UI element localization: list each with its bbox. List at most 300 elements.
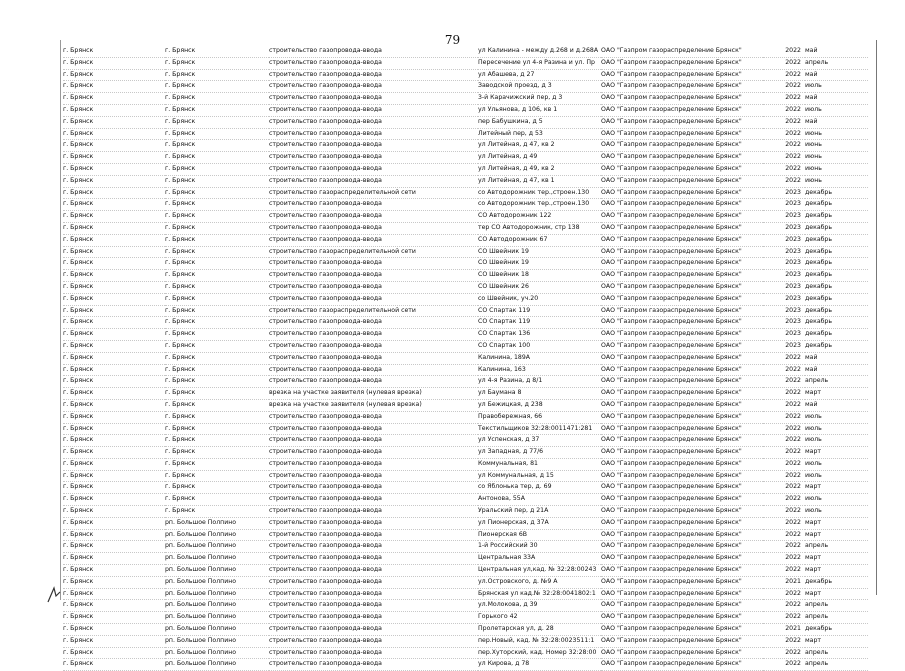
cell-month: апрель xyxy=(805,613,829,621)
cell-work-type: врезка на участке заявителя (нулевая врезка) xyxy=(269,400,422,408)
cell-year: 2022 xyxy=(785,153,801,161)
cell-month: декабрь xyxy=(805,212,833,220)
cell-locality: г. Брянск xyxy=(165,259,196,267)
cell-organization: ОАО "Газпром газораспределение Брянск" xyxy=(601,223,742,231)
cell-locality: г. Брянск xyxy=(165,129,196,137)
cell-locality: г. Брянск xyxy=(165,459,196,467)
cell-organization: ОАО "Газпром газораспределение Брянск" xyxy=(601,613,742,621)
cell-city: г. Брянск xyxy=(63,200,94,208)
cell-organization: ОАО "Газпром газораспределение Брянск" xyxy=(601,400,742,408)
cell-city: г. Брянск xyxy=(63,153,94,161)
table-row xyxy=(63,317,868,329)
cell-month: май xyxy=(805,47,818,54)
cell-organization: ОАО "Газпром газораспределение Брянск" xyxy=(601,530,742,538)
cell-month: май xyxy=(805,94,818,102)
table-row xyxy=(63,340,868,352)
cell-month: июнь xyxy=(805,141,822,149)
cell-month: декабрь xyxy=(805,271,833,279)
cell-address: Центральная ул,кад. № 32:28:00243 xyxy=(478,566,597,574)
cell-city: г. Брянск xyxy=(63,353,94,361)
cell-city: г. Брянск xyxy=(63,436,94,444)
cell-month: апрель xyxy=(805,377,829,385)
cell-address: Калинина, 163 xyxy=(478,365,526,373)
table-row xyxy=(63,222,868,234)
cell-address: ул Коммунальная, д 15 xyxy=(478,471,554,479)
cell-city: г. Брянск xyxy=(63,613,94,621)
cell-month: март xyxy=(805,589,821,597)
cell-locality: г. Брянск xyxy=(165,164,196,172)
cell-year: 2022 xyxy=(785,141,801,149)
cell-locality: г. Брянск xyxy=(165,330,196,338)
cell-city: г. Брянск xyxy=(63,412,94,420)
cell-month: май xyxy=(805,70,818,78)
cell-organization: ОАО "Газпром газораспределение Брянск" xyxy=(601,188,742,196)
cell-locality: г. Брянск xyxy=(165,117,196,125)
cell-year: 2023 xyxy=(785,341,801,349)
cell-address: со Яблонька тер, д. 69 xyxy=(478,483,552,491)
cell-work-type: строительство газопровода-ввода xyxy=(269,47,382,54)
cell-organization: ОАО "Газпром газораспределение Брянск" xyxy=(601,129,742,137)
table-row xyxy=(63,104,868,116)
cell-year: 2023 xyxy=(785,271,801,279)
cell-month: апрель xyxy=(805,660,829,668)
table-row xyxy=(63,163,868,175)
cell-locality: рп. Большое Полпино xyxy=(165,625,237,633)
cell-year: 2022 xyxy=(785,82,801,90)
table-row xyxy=(63,624,868,636)
cell-work-type: строительство газопровода-ввода xyxy=(269,212,382,220)
cell-organization: ОАО "Газпром газораспределение Брянск" xyxy=(601,259,742,267)
cell-city: г. Брянск xyxy=(63,330,94,338)
table-row xyxy=(63,565,868,577)
cell-city: г. Брянск xyxy=(63,507,94,515)
cell-organization: ОАО "Газпром газораспределение Брянск" xyxy=(601,247,742,255)
cell-city: г. Брянск xyxy=(63,530,94,538)
cell-year: 2022 xyxy=(785,648,801,656)
cell-address: Правобережная, 66 xyxy=(478,412,543,420)
cell-month: декабрь xyxy=(805,330,833,338)
cell-month: декабрь xyxy=(805,247,833,255)
cell-work-type: строительство газопровода-ввода xyxy=(269,153,382,161)
cell-organization: ОАО "Газпром газораспределение Брянск" xyxy=(601,235,742,243)
cell-locality: рп. Большое Полпино xyxy=(165,554,237,562)
cell-city: г. Брянск xyxy=(63,223,94,231)
cell-locality: рп. Большое Полпино xyxy=(165,636,237,644)
cell-work-type: строительство газопровода-ввода xyxy=(269,235,382,243)
cell-month: декабрь xyxy=(805,188,833,196)
cell-address: Заводской проезд, д 3 xyxy=(478,82,552,90)
cell-city: г. Брянск xyxy=(63,566,94,574)
table-row xyxy=(63,175,868,187)
cell-city: г. Брянск xyxy=(63,176,94,184)
cell-month: июль xyxy=(805,507,822,515)
cell-work-type: строительство газопровода-ввода xyxy=(269,105,382,113)
cell-work-type: строительство газопровода-ввода xyxy=(269,141,382,149)
cell-month: декабрь xyxy=(805,625,833,633)
cell-locality: г. Брянск xyxy=(165,377,196,385)
cell-address: СО Швейник 18 xyxy=(478,271,529,279)
cell-year: 2022 xyxy=(785,389,801,397)
table-row xyxy=(63,81,868,93)
cell-locality: г. Брянск xyxy=(165,58,196,66)
cell-locality: г. Брянск xyxy=(165,188,196,196)
table-row xyxy=(63,553,868,565)
table-row xyxy=(63,281,868,293)
cell-city: г. Брянск xyxy=(63,259,94,267)
cell-organization: ОАО "Газпром газораспределение Брянск" xyxy=(601,518,742,526)
table-row xyxy=(63,494,868,506)
cell-locality: г. Брянск xyxy=(165,483,196,491)
cell-organization: ОАО "Газпром газораспределение Брянск" xyxy=(601,82,742,90)
cell-city: г. Брянск xyxy=(63,518,94,526)
cell-month: июль xyxy=(805,471,822,479)
cell-year: 2023 xyxy=(785,235,801,243)
cell-locality: рп. Большое Полпино xyxy=(165,601,237,609)
cell-city: г. Брянск xyxy=(63,47,94,54)
cell-organization: ОАО "Газпром газораспределение Брянск" xyxy=(601,412,742,420)
cell-organization: ОАО "Газпром газораспределение Брянск" xyxy=(601,341,742,349)
cell-work-type: врезка на участке заявителя (нулевая врезка) xyxy=(269,389,422,397)
cell-organization: ОАО "Газпром газораспределение Брянск" xyxy=(601,58,742,66)
cell-year: 2022 xyxy=(785,117,801,125)
cell-month: март xyxy=(805,448,821,456)
cell-year: 2022 xyxy=(785,129,801,137)
cell-locality: г. Брянск xyxy=(165,507,196,515)
cell-work-type: строительство газопровода-ввода xyxy=(269,70,382,78)
cell-organization: ОАО "Газпром газораспределение Брянск" xyxy=(601,636,742,644)
cell-month: июль xyxy=(805,436,822,444)
cell-organization: ОАО "Газпром газораспределение Брянск" xyxy=(601,47,742,54)
cell-work-type: строительство газопровода-ввода xyxy=(269,330,382,338)
cell-city: г. Брянск xyxy=(63,247,94,255)
table-row xyxy=(63,659,868,671)
cell-month: июль xyxy=(805,424,822,432)
cell-work-type: строительство газопровода-ввода xyxy=(269,459,382,467)
cell-city: г. Брянск xyxy=(63,495,94,503)
cell-month: апрель xyxy=(805,648,829,656)
cell-address: ул Ульянова, д 106, кв 1 xyxy=(478,105,558,113)
cell-locality: г. Брянск xyxy=(165,306,196,314)
cell-work-type: строительство газопровода-ввода xyxy=(269,82,382,90)
cell-month: март xyxy=(805,636,821,644)
cell-organization: ОАО "Газпром газораспределение Брянск" xyxy=(601,625,742,633)
left-margin-line xyxy=(60,40,61,600)
cell-organization: ОАО "Газпром газораспределение Брянск" xyxy=(601,330,742,338)
cell-address: со Автодорожник тер.,строен.130 xyxy=(478,200,590,208)
cell-year: 2022 xyxy=(785,47,801,54)
cell-year: 2022 xyxy=(785,613,801,621)
cell-city: г. Брянск xyxy=(63,636,94,644)
cell-address: СО Автодорожник 122 xyxy=(478,212,552,220)
cell-organization: ОАО "Газпром газораспределение Брянск" xyxy=(601,153,742,161)
cell-address: ул Литейная, д 49 xyxy=(478,153,538,161)
cell-work-type: строительство газопровода-ввода xyxy=(269,271,382,279)
table-row xyxy=(63,211,868,223)
cell-year: 2023 xyxy=(785,259,801,267)
cell-city: г. Брянск xyxy=(63,164,94,172)
cell-city: г. Брянск xyxy=(63,577,94,585)
cell-address: СО Швейник 19 xyxy=(478,259,529,267)
cell-locality: г. Брянск xyxy=(165,247,196,255)
cell-address: пер.Хуторский, кад. Номер 32:28:00 xyxy=(478,648,597,656)
table-row xyxy=(63,246,868,258)
cell-year: 2022 xyxy=(785,507,801,515)
cell-organization: ОАО "Газпром газораспределение Брянск" xyxy=(601,471,742,479)
cell-organization: ОАО "Газпром газораспределение Брянск" xyxy=(601,306,742,314)
cell-city: г. Брянск xyxy=(63,70,94,78)
table-row xyxy=(63,399,868,411)
cell-work-type: строительство газопровода-ввода xyxy=(269,554,382,562)
cell-month: декабрь xyxy=(805,259,833,267)
cell-locality: г. Брянск xyxy=(165,412,196,420)
cell-work-type: строительство газопровода-ввода xyxy=(269,164,382,172)
cell-year: 2022 xyxy=(785,365,801,373)
cell-year: 2023 xyxy=(785,318,801,326)
cell-locality: г. Брянск xyxy=(165,294,196,302)
cell-address: 3-й Карачижский пер, д 3 xyxy=(478,94,563,102)
cell-address: ул.Островского, д. №9 А xyxy=(478,577,558,585)
cell-month: июль xyxy=(805,495,822,503)
cell-organization: ОАО "Газпром газораспределение Брянск" xyxy=(601,70,742,78)
cell-organization: ОАО "Газпром газораспределение Брянск" xyxy=(601,660,742,668)
table-row xyxy=(63,116,868,128)
cell-address: тер СО Автодорожник, стр 138 xyxy=(478,223,580,231)
cell-locality: рп. Большое Полпино xyxy=(165,648,237,656)
table-row xyxy=(63,293,868,305)
table-row xyxy=(63,482,868,494)
table-row xyxy=(63,199,868,211)
cell-address: ул 4-я Разина, д 8/1 xyxy=(478,377,543,385)
cell-locality: рп. Большое Полпино xyxy=(165,577,237,585)
cell-organization: ОАО "Газпром газораспределение Брянск" xyxy=(601,495,742,503)
cell-locality: г. Брянск xyxy=(165,105,196,113)
table-row xyxy=(63,517,868,529)
cell-year: 2023 xyxy=(785,212,801,220)
cell-year: 2022 xyxy=(785,353,801,361)
cell-organization: ОАО "Газпром газораспределение Брянск" xyxy=(601,141,742,149)
cell-organization: ОАО "Газпром газораспределение Брянск" xyxy=(601,318,742,326)
cell-city: г. Брянск xyxy=(63,554,94,562)
cell-work-type: строительство газопровода-ввода xyxy=(269,518,382,526)
cell-year: 2022 xyxy=(785,554,801,562)
cell-city: г. Брянск xyxy=(63,648,94,656)
cell-organization: ОАО "Газпром газораспределение Брянск" xyxy=(601,282,742,290)
cell-locality: г. Брянск xyxy=(165,235,196,243)
cell-work-type: строительство газораспределительной сети xyxy=(269,188,416,196)
cell-city: г. Брянск xyxy=(63,105,94,113)
cell-year: 2023 xyxy=(785,330,801,338)
cell-month: апрель xyxy=(805,601,829,609)
cell-work-type: строительство газопровода-ввода xyxy=(269,318,382,326)
cell-locality: г. Брянск xyxy=(165,448,196,456)
cell-month: июль xyxy=(805,82,822,90)
cell-city: г. Брянск xyxy=(63,82,94,90)
cell-address: 1-й Российский 30 xyxy=(478,542,538,550)
cell-address: ул Литейная, д 47, кв 1 xyxy=(478,176,555,184)
cell-address: Горького 42 xyxy=(478,613,518,621)
cell-work-type: строительство газопровода-ввода xyxy=(269,648,382,656)
cell-locality: г. Брянск xyxy=(165,365,196,373)
cell-address: СО Спартак 119 xyxy=(478,306,531,314)
cell-address: ул Калинина - между д.268 и д.268А xyxy=(478,47,599,54)
cell-year: 2022 xyxy=(785,448,801,456)
table-row xyxy=(63,541,868,553)
cell-address: ул.Молокова, д 39 xyxy=(478,601,538,609)
cell-locality: г. Брянск xyxy=(165,436,196,444)
cell-address: СО Автодорожник 67 xyxy=(478,235,548,243)
table-body xyxy=(63,46,868,671)
cell-work-type: строительство газопровода-ввода xyxy=(269,282,382,290)
cell-address: Калинина, 189А xyxy=(478,353,531,361)
cell-month: июнь xyxy=(805,164,822,172)
cell-locality: г. Брянск xyxy=(165,318,196,326)
cell-address: Центральная 33А xyxy=(478,554,536,562)
cell-month: июль xyxy=(805,459,822,467)
cell-locality: рп. Большое Полпино xyxy=(165,589,237,597)
cell-year: 2022 xyxy=(785,566,801,574)
cell-year: 2022 xyxy=(785,471,801,479)
cell-city: г. Брянск xyxy=(63,459,94,467)
cell-locality: г. Брянск xyxy=(165,341,196,349)
cell-locality: г. Брянск xyxy=(165,282,196,290)
cell-locality: г. Брянск xyxy=(165,153,196,161)
cell-address: со Автодорожник тер.,строен.130 xyxy=(478,188,590,196)
gas-works-table xyxy=(63,46,868,671)
cell-organization: ОАО "Газпром газораспределение Брянск" xyxy=(601,200,742,208)
cell-locality: г. Брянск xyxy=(165,495,196,503)
cell-address: ул Успенская, д 37 xyxy=(478,436,540,444)
cell-work-type: строительство газопровода-ввода xyxy=(269,129,382,137)
cell-city: г. Брянск xyxy=(63,117,94,125)
cell-address: Пионерская 6В xyxy=(478,530,528,538)
cell-address: ул Кирова, д 78 xyxy=(478,660,530,668)
cell-year: 2022 xyxy=(785,412,801,420)
cell-month: декабрь xyxy=(805,235,833,243)
cell-work-type: строительство газопровода-ввода xyxy=(269,341,382,349)
cell-work-type: строительство газораспределительной сети xyxy=(269,306,416,314)
cell-month: март xyxy=(805,566,821,574)
cell-city: г. Брянск xyxy=(63,188,94,196)
cell-locality: рп. Большое Полпино xyxy=(165,530,237,538)
cell-address: Пролетарская ул, д. 28 xyxy=(478,625,554,633)
table-row xyxy=(63,470,868,482)
cell-locality: г. Брянск xyxy=(165,212,196,220)
cell-year: 2022 xyxy=(785,530,801,538)
table-row xyxy=(63,458,868,470)
cell-month: июль xyxy=(805,412,822,420)
table-row xyxy=(63,128,868,140)
cell-address: ул Баумана 8 xyxy=(478,389,522,397)
cell-locality: г. Брянск xyxy=(165,400,196,408)
cell-work-type: строительство газопровода-ввода xyxy=(269,294,382,302)
cell-city: г. Брянск xyxy=(63,306,94,314)
cell-organization: ОАО "Газпром газораспределение Брянск" xyxy=(601,424,742,432)
cell-organization: ОАО "Газпром газораспределение Брянск" xyxy=(601,353,742,361)
cell-organization: ОАО "Газпром газораспределение Брянск" xyxy=(601,601,742,609)
cell-work-type: строительство газопровода-ввода xyxy=(269,471,382,479)
table-row xyxy=(63,152,868,164)
cell-locality: г. Брянск xyxy=(165,141,196,149)
cell-locality: г. Брянск xyxy=(165,200,196,208)
cell-address: ул Бежицкая, д 238 xyxy=(478,400,543,408)
cell-locality: рп. Большое Полпино xyxy=(165,518,237,526)
cell-year: 2022 xyxy=(785,377,801,385)
cell-month: декабрь xyxy=(805,318,833,326)
cell-work-type: строительство газопровода-ввода xyxy=(269,625,382,633)
cell-year: 2022 xyxy=(785,164,801,172)
cell-address: СО Спартак 100 xyxy=(478,341,531,349)
cell-city: г. Брянск xyxy=(63,542,94,550)
cell-city: г. Брянск xyxy=(63,589,94,597)
table-row xyxy=(63,529,868,541)
cell-year: 2022 xyxy=(785,589,801,597)
cell-address: СО Швейник 26 xyxy=(478,282,529,290)
cell-month: декабрь xyxy=(805,577,833,585)
cell-year: 2022 xyxy=(785,436,801,444)
cell-locality: г. Брянск xyxy=(165,94,196,102)
table-row xyxy=(63,411,868,423)
cell-address: со Швейник, уч.20 xyxy=(478,294,539,302)
cell-work-type: строительство газопровода-ввода xyxy=(269,577,382,585)
cell-work-type: строительство газопровода-ввода xyxy=(269,636,382,644)
cell-address: ул Литейная, д 49, кв 2 xyxy=(478,164,555,172)
cell-work-type: строительство газопровода-ввода xyxy=(269,483,382,491)
cell-organization: ОАО "Газпром газораспределение Брянск" xyxy=(601,589,742,597)
page-number: 79 xyxy=(444,33,461,47)
cell-city: г. Брянск xyxy=(63,58,94,66)
table-row xyxy=(63,270,868,282)
cell-month: декабрь xyxy=(805,282,833,290)
cell-month: июнь xyxy=(805,176,822,184)
cell-work-type: строительство газопровода-ввода xyxy=(269,507,382,515)
cell-work-type: строительство газопровода-ввода xyxy=(269,530,382,538)
cell-city: г. Брянск xyxy=(63,601,94,609)
table-row xyxy=(63,588,868,600)
cell-city: г. Брянск xyxy=(63,294,94,302)
cell-work-type: строительство газопровода-ввода xyxy=(269,259,382,267)
cell-locality: г. Брянск xyxy=(165,353,196,361)
cell-work-type: строительство газопровода-ввода xyxy=(269,566,382,574)
cell-year: 2022 xyxy=(785,601,801,609)
cell-month: май xyxy=(805,117,818,125)
cell-address: СО Спартак 136 xyxy=(478,330,531,338)
cell-year: 2021 xyxy=(785,625,801,633)
cell-city: г. Брянск xyxy=(63,235,94,243)
cell-year: 2022 xyxy=(785,105,801,113)
cell-address: Коммунальная, 81 xyxy=(478,459,538,467)
cell-month: май xyxy=(805,400,818,408)
cell-work-type: строительство газопровода-ввода xyxy=(269,424,382,432)
cell-organization: ОАО "Газпром газораспределение Брянск" xyxy=(601,294,742,302)
cell-address: СО Спартак 119 xyxy=(478,318,531,326)
cell-year: 2022 xyxy=(785,400,801,408)
cell-locality: г. Брянск xyxy=(165,471,196,479)
table-row xyxy=(63,635,868,647)
cell-month: декабрь xyxy=(805,200,833,208)
cell-address: пер Бабушкина, д 5 xyxy=(478,117,543,125)
cell-organization: ОАО "Газпром газораспределение Брянск" xyxy=(601,94,742,102)
cell-work-type: строительство газопровода-ввода xyxy=(269,176,382,184)
cell-locality: г. Брянск xyxy=(165,389,196,397)
cell-work-type: строительство газопровода-ввода xyxy=(269,412,382,420)
cell-locality: рп. Большое Полпино xyxy=(165,566,237,574)
cell-month: март xyxy=(805,483,821,491)
cell-work-type: строительство газопровода-ввода xyxy=(269,660,382,668)
cell-address: Брянская ул кад.№ 32:28:0041802:1 xyxy=(478,589,596,597)
table-row xyxy=(63,612,868,624)
cell-year: 2021 xyxy=(785,577,801,585)
cell-work-type: строительство газораспределительной сети xyxy=(269,247,416,255)
